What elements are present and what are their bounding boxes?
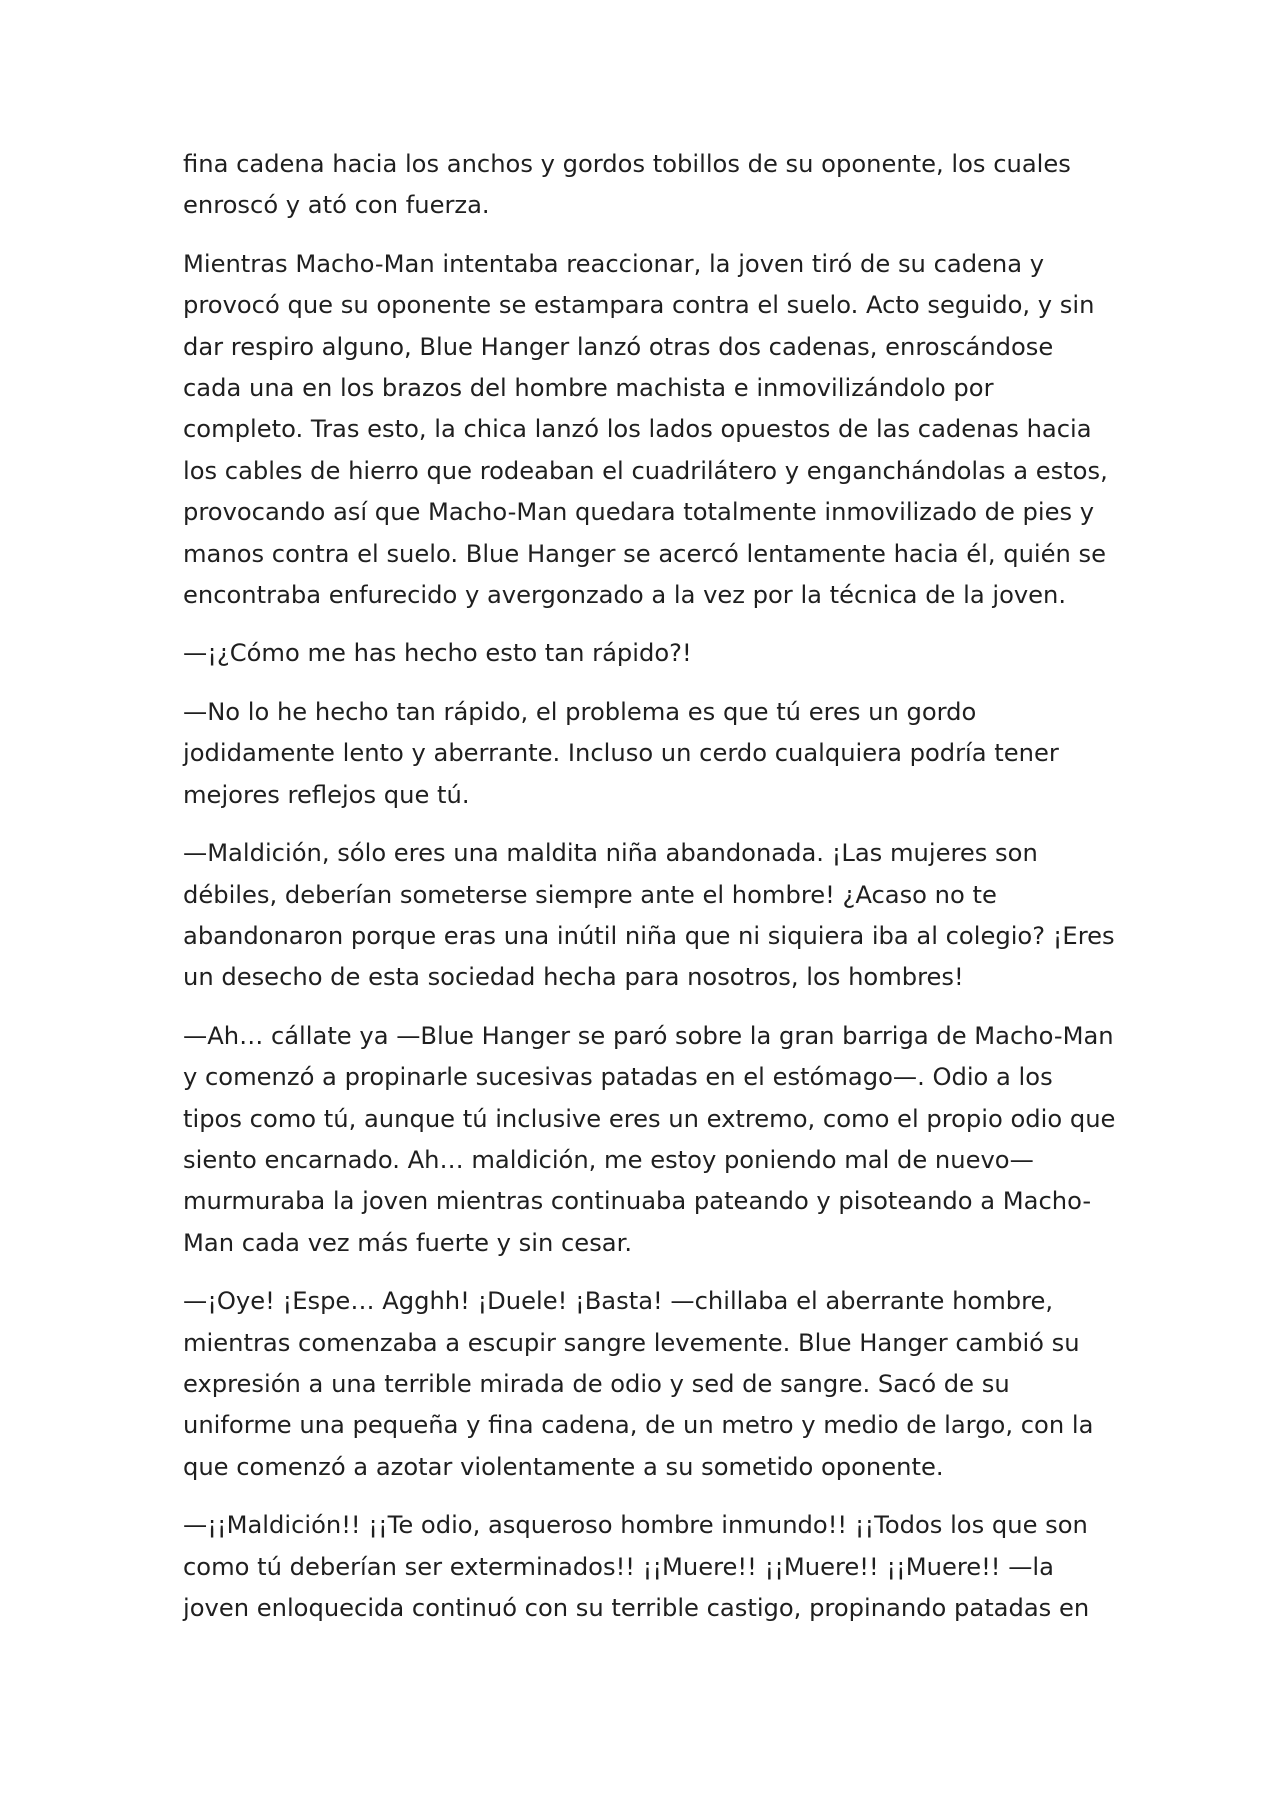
paragraph — [183, 244, 1108, 617]
text-line: —¡¡Maldición!! ¡¡Te odio, asqueroso hombre inmundo!! ¡¡Todos los que son — [183, 1511, 1088, 1540]
text-line: uniforme una pequeña y fina cadena, de un metro y medio de largo, con la — [183, 1411, 1094, 1440]
text-line: un desecho de esta sociedad hecha para nosotros, los hombres! — [183, 963, 964, 992]
text-line: cada una en los brazos del hombre machista e inmovilizándolo por — [183, 374, 994, 403]
paragraph — [183, 833, 1115, 999]
text-line: dar respiro alguno, Blue Hanger lanzó otras dos cadenas, enroscándose — [183, 332, 1054, 361]
text-line: —Ah… cállate ya —Blue Hanger se paró sobre la gran barriga de Macho-Man — [183, 1021, 1114, 1050]
text-line: Man cada vez más fuerte y sin cesar. — [183, 1228, 633, 1257]
text-line: fina cadena hacia los anchos y gordos tobillos de su oponente, los cuales — [183, 150, 1071, 178]
text-line: tipos como tú, aunque tú inclusive eres un extremo, como el propio odio que — [183, 1104, 1116, 1133]
text-line: encontraba enfurecido y avergonzado a la vez por la técnica de la joven. — [183, 581, 1067, 610]
text-line: joven enloquecida continuó con su terrible castigo, propinando patadas en — [183, 1594, 1090, 1622]
text-line: completo. Tras esto, la chica lanzó los lados opuestos de las cadenas hacia — [183, 415, 1092, 444]
text-line: como tú deberían ser exterminados!! ¡¡Muere!! ¡¡Muere!! ¡¡Muere!! —la — [183, 1552, 1054, 1581]
text-line: débiles, deberían someterse siempre ante el hombre! ¿Acaso no te — [183, 880, 997, 909]
body-text — [183, 144, 1116, 1646]
text-line: provocó que su oponente se estampara contra el suelo. Acto seguido, y sin — [183, 291, 1095, 320]
paragraph — [183, 1281, 1105, 1488]
text-line: que comenzó a azotar violentamente a su sometido oponente. — [183, 1452, 944, 1481]
paragraph — [183, 692, 1105, 816]
text-line: murmuraba la joven mientras continuaba pateando y pisoteando a Macho- — [183, 1187, 1092, 1216]
text-line: Mientras Macho-Man intentaba reaccionar, la joven tiró de su cadena y — [183, 249, 1045, 278]
text-line: y comenzó a propinarle sucesivas patadas en el estómago—. Odio a los — [183, 1063, 1053, 1092]
paragraph — [183, 144, 1105, 227]
text-line: mejores reflejos que tú. — [183, 780, 470, 809]
paragraph — [183, 633, 1105, 674]
paragraph — [183, 1505, 1105, 1629]
text-line: —No lo he hecho tan rápido, el problema es que tú eres un gordo — [183, 697, 977, 726]
text-line: manos contra el suelo. Blue Hanger se acercó lentamente hacia él, quién se — [183, 539, 1107, 568]
text-line: —¡¿Cómo me has hecho esto tan rápido?! — [183, 639, 692, 668]
text-line: mientras comenzaba a escupir sangre levemente. Blue Hanger cambió su — [183, 1328, 1080, 1357]
text-line: siento encarnado. Ah… maldición, me estoy poniendo mal de nuevo— — [183, 1145, 1034, 1174]
text-line: abandonaron porque eras una inútil niña que ni siquiera iba al colegio? ¡Eres — [183, 921, 1115, 950]
text-line: —¡Oye! ¡Espe… Agghh! ¡Duele! ¡Basta! —chillaba el aberrante hombre, — [183, 1287, 1054, 1316]
text-line: jodidamente lento y aberrante. Incluso un cerdo cualquiera podría tener — [183, 739, 1059, 768]
text-line: enroscó y ató con fuerza. — [183, 191, 490, 220]
text-line: los cables de hierro que rodeaban el cuadrilátero y enganchándolas a estos, — [183, 456, 1108, 485]
paragraph — [183, 1016, 1116, 1264]
text-line: —Maldición, sólo eres una maldita niña abandonada. ¡Las mujeres son — [183, 839, 1038, 868]
text-line: expresión a una terrible mirada de odio y sed de sangre. Sacó de su — [183, 1369, 1010, 1398]
text-line: provocando así que Macho-Man quedara totalmente inmovilizado de pies y — [183, 498, 1095, 527]
